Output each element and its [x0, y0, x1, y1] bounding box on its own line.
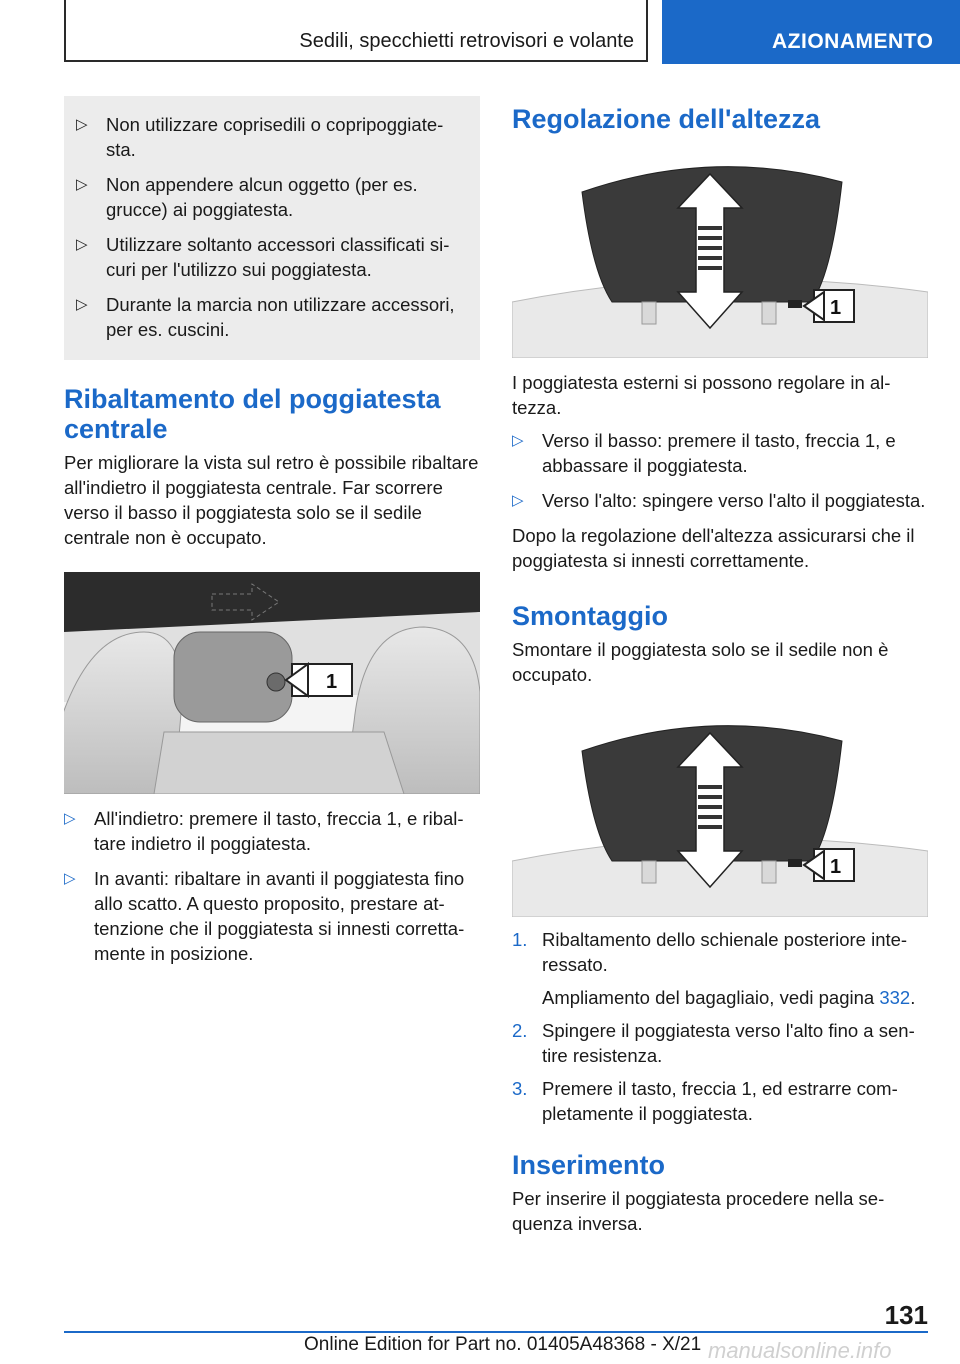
step-item: 1. Ribaltamento dello schienale posteriore interessato. [512, 929, 908, 975]
step-item: 2. Spingere il poggiatesta verso l'alto fino a sentire resistenza. [512, 1020, 915, 1066]
list-item: ▷ In avanti: ribaltare in avanti il poggiatesta fino allo scatto. A questo proposito, prestare attenzione che il poggiatesta si innesti correttamente in posizione. [64, 868, 465, 964]
center-headrest-figure [64, 572, 480, 794]
figure-callout-label: 1 [830, 856, 842, 878]
footer-edition: Online Edition for Part no. 01405A48368 - X/21 [304, 1334, 702, 1355]
chapter-title: AZIONAMENTO [772, 30, 934, 53]
height-adjust-figure [512, 152, 928, 358]
intro-paragraph: Per migliorare la vista sul retro è possibile ribaltare all'indietro il poggiatesta centrale. Far scorrere verso il basso il poggiatesta solo se il sedile centrale non è occupato. [64, 452, 479, 548]
triangle-bullet-icon: ▷ [76, 176, 88, 193]
step-item: 3. Premere il tasto, freccia 1, ed estrarre completamente il poggiatesta. [512, 1078, 898, 1124]
header-section-box [64, 0, 648, 62]
triangle-bullet-icon: ▷ [76, 236, 88, 253]
warning-item: ▷ Non utilizzare coprisedili o copripoggiatesta. [76, 114, 444, 160]
warning-item: ▷ Non appendere alcun oggetto (per es. grucce) ai poggiatesta. [76, 174, 418, 220]
triangle-bullet-icon: ▷ [76, 296, 88, 313]
figure-callout-label: 1 [830, 297, 842, 319]
section-title: Sedili, specchietti retrovisori e volante [299, 30, 634, 52]
left-column [64, 96, 480, 976]
list-item: ▷ Verso il basso: premere il tasto, freccia 1, e abbassare il poggiatesta. [512, 430, 896, 476]
page-link[interactable]: 332 [879, 987, 911, 1008]
triangle-bullet-icon: ▷ [64, 810, 76, 827]
watermark: manualsonline.info [708, 1338, 892, 1363]
paragraph: Per inserire il poggiatesta procedere nella sequenza inversa. [512, 1188, 885, 1234]
intro-paragraph: I poggiatesta esterni si possono regolare in altezza. [512, 372, 891, 418]
paragraph: Smontare il poggiatesta solo se il sedile non è occupato. [512, 639, 889, 685]
list-item: ▷ All'indietro: premere il tasto, freccia 1, e ribaltare indietro il poggiatesta. [64, 808, 464, 854]
chapter-tab [662, 0, 960, 64]
heading-fold-center-headrest: Ribaltamento del poggiatesta centrale [64, 384, 441, 444]
triangle-bullet-icon: ▷ [512, 432, 524, 449]
page-number: 131 [884, 1300, 928, 1330]
triangle-bullet-icon: ▷ [512, 492, 524, 509]
step-sub-text: Ampliamento del bagagliaio, vedi pagina 332. [542, 987, 916, 1008]
heading-height-adjust: Regolazione dell'altezza [512, 104, 820, 134]
triangle-bullet-icon: ▷ [64, 870, 76, 887]
heading-insertion: Inserimento [512, 1150, 666, 1180]
list-item: ▷ Verso l'alto: spingere verso l'alto il poggiatesta. [512, 490, 926, 511]
triangle-bullet-icon: ▷ [76, 116, 88, 133]
heading-removal: Smontaggio [512, 601, 668, 631]
warning-item: ▷ Durante la marcia non utilizzare accessori, per es. cuscini. [76, 294, 455, 340]
removal-figure [512, 711, 928, 917]
warning-box [64, 96, 480, 360]
figure-callout-label: 1 [326, 671, 338, 693]
paragraph: Dopo la regolazione dell'altezza assicurarsi che il poggiatesta si innesti correttamente. [512, 525, 915, 571]
right-column [512, 96, 928, 1242]
warning-item: ▷ Utilizzare soltanto accessori classificati sicuri per l'utilizzo sui poggiatesta. [76, 234, 450, 280]
footer-divider [64, 1331, 928, 1333]
